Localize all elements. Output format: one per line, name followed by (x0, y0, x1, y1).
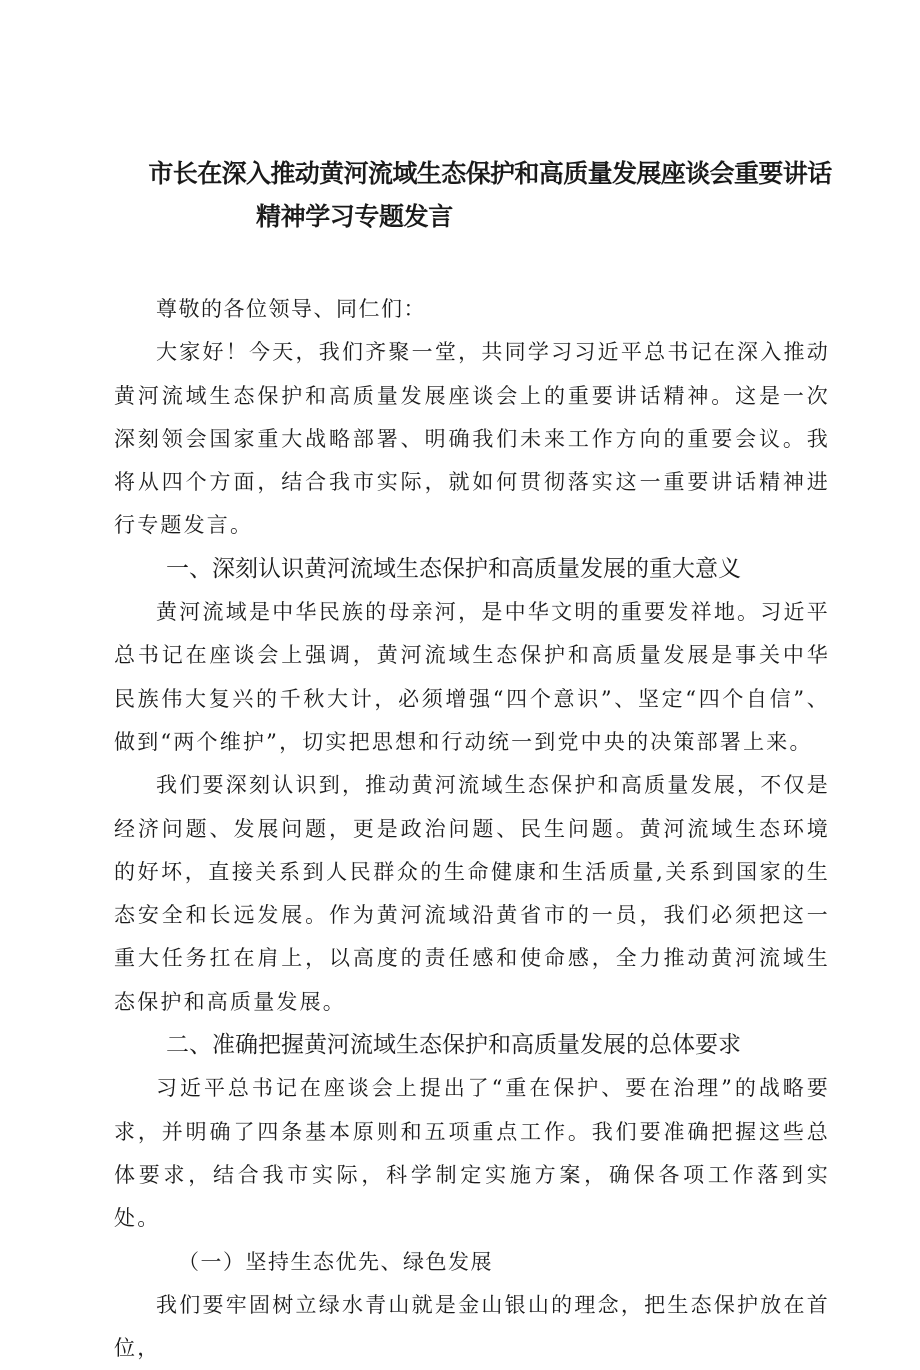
section-2-subheading: （一）坚持生态优先、绿色发展 (178, 1249, 493, 1274)
document-body (114, 288, 830, 1370)
section-2-heading: 二、准确把握黄河流域生态保护和高质量发展的总体要求 (166, 1032, 741, 1059)
section-1-paragraph-1: 黄河流域是中华民族的母亲河，是中华文明的重要发祥地。习近平总书记在座谈会上强调，黄河流域生态保护和高质量发展是事关中华民族伟大复兴的千秋大计，必须增强“四个意识”、坚定“四个自信”、做到“两个维护”，切实把思想和行动统一到党中央的决策部署上来。 (114, 600, 830, 754)
section-2-sub-paragraph: 我们要牢固树立绿水青山就是金山银山的理念，把生态保护放在首位， (114, 1292, 830, 1361)
section-2-paragraph-1: 习近平总书记在座谈会上提出了“重在保护、要在治理”的战略要求，并明确了四条基本原则和五项重点工作。我们要准确把握这些总体要求，结合我市实际，科学制定实施方案，确保各项工作落到实处。 (114, 1076, 830, 1231)
intro-paragraph: 大家好！今天，我们齐聚一堂，共同学习习近平总书记在深入推动黄河流域生态保护和高质量发展座谈会上的重要讲话精神。这是一次深刻领会国家重大战略部署、明确我们未来工作方向的重要会议。我将从四个方面，结合我市实际，就如何贯彻落实这一重要讲话精神进行专题发言。 (114, 340, 830, 538)
section-1-heading: 一、深刻认识黄河流域生态保护和高质量发展的重大意义 (166, 555, 741, 582)
document-title-line-2: 精神学习专题发言 (256, 202, 453, 231)
document-title-line-1: 市长在深入推动黄河流域生态保护和高质量发展座谈会重要讲话 (148, 159, 832, 188)
greeting: 尊敬的各位领导、同仁们： (156, 297, 426, 321)
section-1-paragraph-2: 我们要深刻认识到，推动黄河流域生态保护和高质量发展，不仅是经济问题、发展问题，更是政治问题、民生问题。黄河流域生态环境的好坏，直接关系到人民群众的生命健康和生活质量,关系到国家的生态安全和长远发展。作为黄河流域沿黄省市的一员，我们必须把这一重大任务扛在肩上，以高度的责任感和使命感，全力推动黄河流域生态保护和高质量发展。 (114, 773, 830, 1014)
